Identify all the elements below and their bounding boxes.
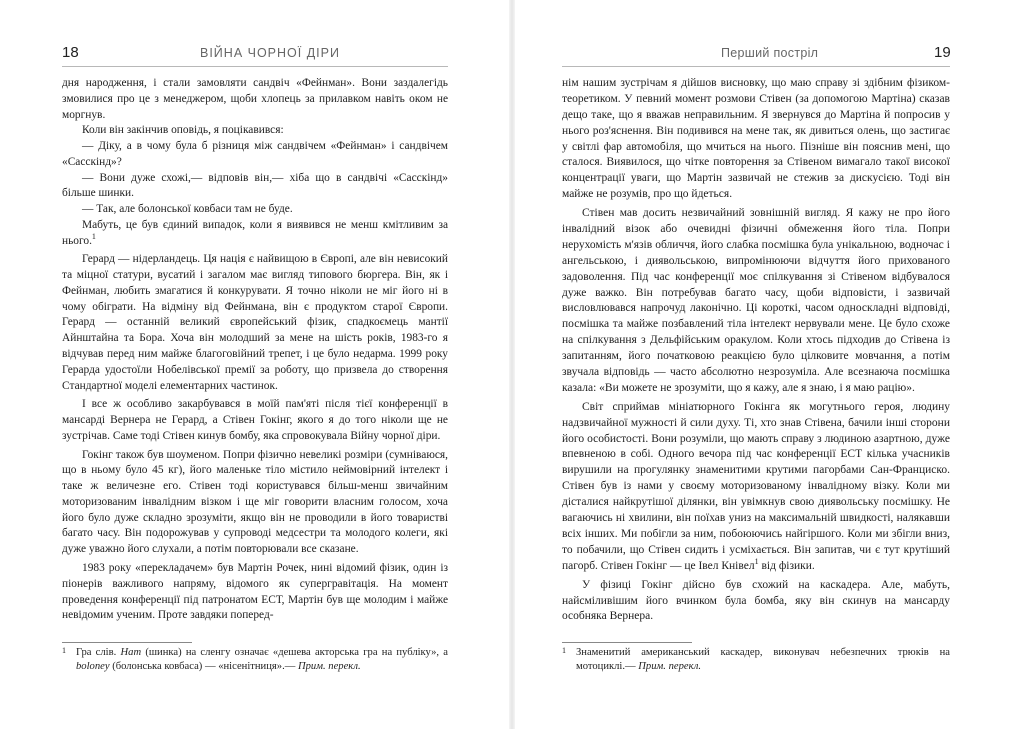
body-text <box>562 76 950 625</box>
paragraph: дня народження, і стали замовляти сандвіч «Фейнман». Вони заздалегідь змовилися про це з менеджером, щоби хлопець за прилавком навіть оком не моргнув. <box>62 77 448 121</box>
paragraph: — Діку, а в чому була б різниця між сандвічем «Фейнман» і сандвічем «Сасскінд»? <box>62 140 448 168</box>
paragraph: Стівен мав досить незвичайний зовнішній вигляд. Я кажу не про його інвалідний візок або очевидні фізичні обмеження його тіла. Попри нерухомість м'язів обличчя, його слабка посмішка була унікальною, водночас і ангельською, і диявольською, випромінюючи відчуття його прихованого задоволення. Під час конференції моє спілкування зі Стівеном відбувалося дуже важко. Він потребував багато часу, щоби відповісти, і зазвичай висловлювався напрочуд лаконічно. Ці короткі, часом односкладні відповіді, посмішка та майже позбавлений тіла інтелект нервували мене. Це було схоже на спілкування з Дельфійським оракулом. Коли хтось підходив до Стівена із запитанням, його початковою реакцією було цілковите мовчання, а потім звучала відповідь — часто абсолютно незрозуміла. Але всезнаюча посмішка казала: «Ви можете не зрозуміти, що я кажу, але я знаю, і я маю рацію». <box>562 207 950 394</box>
paragraph: Світ сприймав мініатюрного Гокінга як могутнього героя, людину надзвичайної мужності й сили духу. Ті, хто знав Стівена, бачили інші сторони його особистості. Вони розуміли, що мають справу з людиною азартною, дуже впевненою в собі. Одного вечора під час конференції ЕСТ кілька учасників вирушили на прогулянку знаменитими крутими пагорбами Сан-Франциско. Стівен був із нами у своєму моторизованому інвалідному візку. Коли ми дісталися найкрутішої ділянки, він увімкнув свою диявольську посмішку. Не вагаючись ні хвилини, він поїхав униз на максимальній швидкості, налякавши всіх інших. Ми побігли за ним, побоюючись найгіршого. Коли ми збігли вниз, то побачили, що Стівен сидить і усміхається. Він запитав, чи є тут крутіший пагорб. Стівен Гокінг — це Івел Кнівел$^1$ від фізики. <box>562 400 950 572</box>
footnote-rule <box>562 642 692 643</box>
paragraph: У фізиці Гокінг дійсно був схожий на каскадера. Але, мабуть, найсміливішим його вчинком була бомба, яку він скинув на мансарду особняка Вернера. <box>562 578 950 623</box>
running-head: Перший постріл <box>721 46 819 60</box>
paragraph: — Так, але болонської ковбаси там не буде. <box>82 203 293 216</box>
running-head: ВІЙНА ЧОРНОЇ ДІРИ <box>200 46 340 60</box>
paragraph: нім нашим зустрічам я дійшов висновку, що маю справу зі здібним фізиком-теоретиком. У певний момент розмови Стівен (за допомогою Мартіна) сказав дещо таке, що я вважав неправильним. Я звернувся до Мартіна й попросив у нього роз'яснення. Він подивився на мене так, як дивиться олень, що застигає у світлі фар автомобіля, що мчиться на нього. Пізніше він пояснив мені, що сталося. Виявилося, що чітке повторення за Стівеном вимагало такої високої концентрації уваги, що Мартін зазвичай не стежив за дискусією. Тоді він майже не розумів, про що йдеться. <box>562 77 950 201</box>
footnote-number: 1 <box>562 646 566 655</box>
paragraph: Коли він закінчив оповідь, я поцікавився: <box>82 124 284 137</box>
footnote: 1 Знаменитий американський каскадер, виконувач небезпечних трюків на мотоциклі.— Прим. перекл. <box>562 646 950 672</box>
paragraph: — Вони дуже схожі,— відповів він,— хіба що в сандвічі «Сасскінд» більше шинки. <box>62 171 448 200</box>
header-rule <box>62 66 448 67</box>
paragraph: Герард — нідерландець. Ця нація є найвищою в Європі, але він невисокий та міцної статури, вусатий і загалом має вигляд типового бюргера. Він, як і Фейнман, любить змагатися й конкурувати. Я точно ніколи не міг його ні в чому обіграти. На відміну від Фейнмана, він є продуктом старої Європи. Герард — останній великий європейський фізик, спадкоємець мантії Айнштайна та Бора. Хоча він молодший за мене на шість років, 1983-го я відчував перед ним майже благоговійний трепет, і це було недарма. 1999 року Герарда удостоїли Нобелівської премії за роботу, що призвела до створення Стандартної моделі елементарних частинок. <box>62 253 448 392</box>
paragraph: 1983 року «перекладачем» був Мартін Рочек, нині відомий фізик, один із піонерів важливого напряму, відомого як супергравітація. На момент проведення конференції під патронатом ЕСТ, Мартін був ще молодим і майже невідомим ученим. Проте завдяки поперед- <box>62 561 448 622</box>
header-rule <box>562 66 950 67</box>
paragraph: Мабуть, це був єдиний випадок, коли я виявився не менш кмітливим за нього.$^1$ <box>62 218 448 247</box>
right-page <box>512 0 1024 729</box>
footnote-mark: 1 <box>91 231 96 241</box>
footnote-mark: 1 <box>754 556 759 566</box>
footnote-number: 1 <box>62 646 66 655</box>
footnote: 1 Гра слів. Ham (шинка) на сленгу означає «дешева акторська гра на публіку», а boloney (болонська ковбаса) — «нісенітниця».— Прим. перекл. <box>62 646 448 672</box>
paragraph: Гокінг також був шоуменом. Попри фізично невеликі розміри (сумніваюся, що в ньому було 45 кг), його маленьке тіло містило неймовірний інтелект і таке ж величезне его. Стівен тоді користувався більш-менш звичайним моторизованим інвалідним візком і ще міг говорити власним голосом, хоча його було дуже складно зрозуміти, якщо він не проводили в його товаристві багато часу. Він подорожував у супроводі медсестри та молодого колеги, які дуже уважно його слухали, а потім повторювали все сказане. <box>62 448 448 556</box>
page-number: 19 <box>934 44 951 61</box>
paragraph: І все ж особливо закарбувався в моїй пам'яті після тієї конференції в мансарді Вернера не Герард, а Стівен Гокінг, якого я до того ніколи ще не зустрічав. Саме тоді Стівен кинув бомбу, яка спровокувала Війну чорної діри. <box>62 398 448 442</box>
footnote-rule <box>62 642 192 643</box>
body-text <box>62 76 448 624</box>
page-number: 18 <box>62 44 79 61</box>
